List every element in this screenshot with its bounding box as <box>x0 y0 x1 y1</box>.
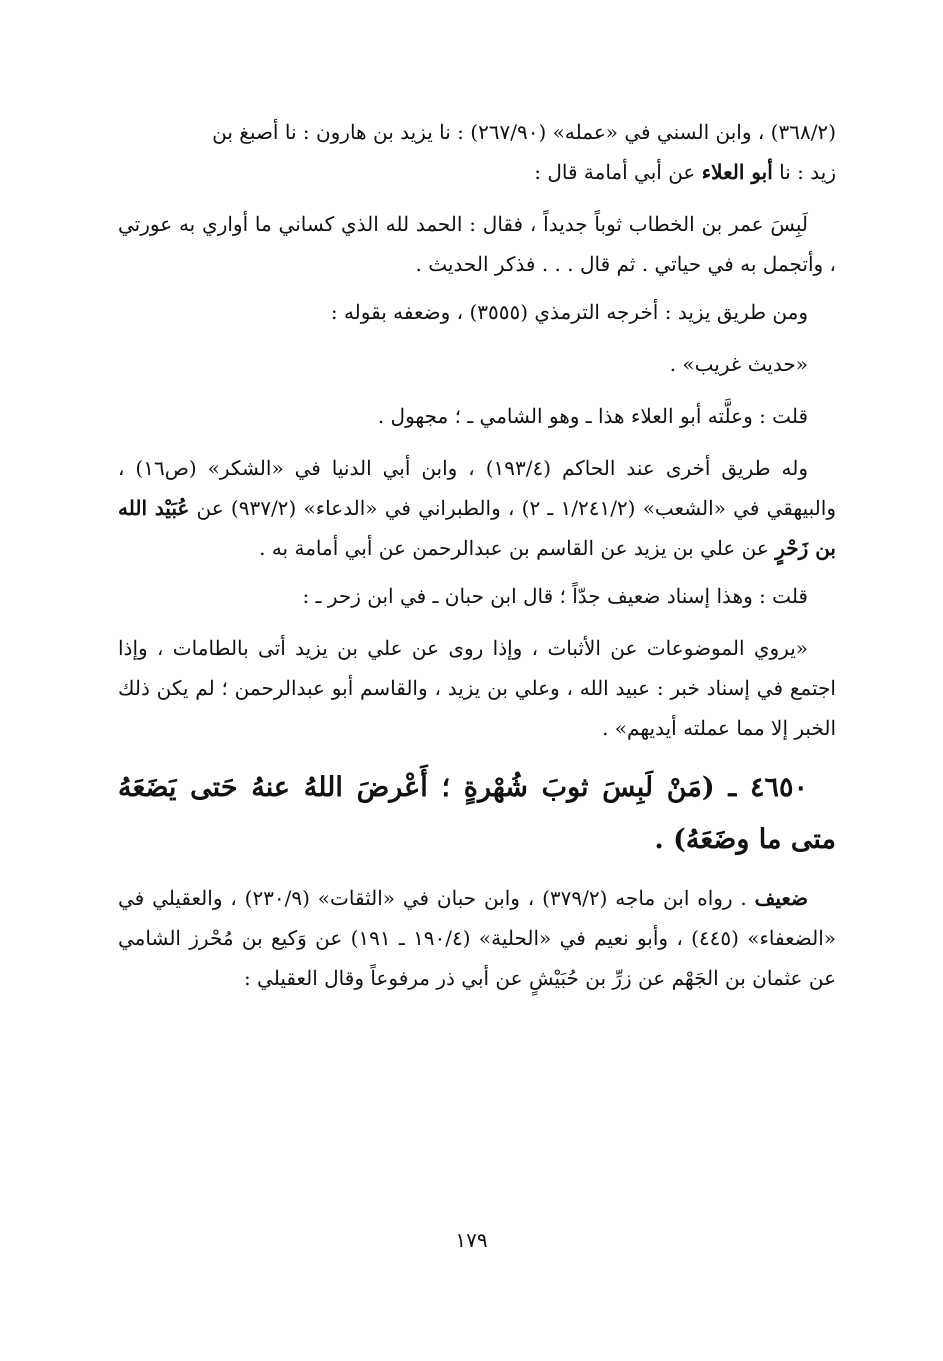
paragraph-1 <box>118 112 836 192</box>
paragraph-1-line-2-suffix: عن أبي أمامة قال : <box>534 160 702 184</box>
paragraph-5: قلت : وعلَّته أبو العلاء هذا ـ وهو الشامي ـ ؛ مجهول . <box>377 404 808 428</box>
paragraph-6-main: وله طريق أخرى عند الحاكم (١٩٣/٤) ، وابن أبي الدنيا في «الشكر» (ص١٦) ، والبيهقي في «الشعب» (١/٢٤١/٢ ـ ٢) ، والطبراني في «الدعاء» (٩٣٧/٢) عن <box>118 456 836 520</box>
page-number: ١٧٩ <box>455 1228 488 1252</box>
paragraph-6-end: عن علي بن يزيد عن القاسم بن عبدالرحمن عن أبي أمامة به . <box>259 536 776 560</box>
paragraph-1-line-1: (٣٦٨/٢) ، وابن السني في «عمله» (٢٦٧/٩٠) : نا يزيد بن هارون : نا أصبغ بن <box>212 120 836 144</box>
paragraph-2-quote: لَبِسَ عمر بن الخطاب ثوباً جديداً ، فقال : الحمد لله الذي كساني ما أواري به عورتي ، وأتجمل به في حياتي . ثم قال . . . فذكر الحديث . <box>118 212 836 276</box>
paragraph-6 <box>118 448 836 568</box>
hadith-heading: ٤٦٥٠ ـ (مَنْ لَبِسَ ثوبَ شُهْرةٍ ؛ أَعْرضَ اللهُ عنهُ حَتى يَضَعَهُ متى ما وضَعَهُ) . <box>118 772 836 855</box>
paragraph-7: قلت : وهذا إسناد ضعيف جدّاً ؛ قال ابن حبان ـ في ابن زحر ـ : <box>302 584 808 608</box>
paragraph-9 <box>118 878 836 998</box>
paragraph-1-line-2-prefix: زيد : نا <box>772 160 836 184</box>
page-body <box>118 112 836 998</box>
paragraph-8-quote: «يروي الموضوعات عن الأثبات ، وإذا روى عن علي بن يزيد أتى بالطامات ، وإذا اجتمع في إسناد خبر : عبيد الله ، وعلي بن يزيد ، والقاسم أبو عبدالرحمن ؛ لم يكن ذلك الخبر إلا مما عملته أيديهم» . <box>118 636 836 740</box>
paragraph-9-main: . رواه ابن ماجه (٣٧٩/٢) ، وابن حبان في «الثقات» (٢٣٠/٩) ، والعقيلي في «الضعفاء» (٤٤٥) ، وأبو نعيم في «الحلية» (١٩٠/٤ ـ ١٩١) عن وَكيع بن مُحْرز الشامي عن عثمان بن الجَهْم عن زرِّ بن حُبَيْشٍ عن أبي ذر مرفوعاً وقال العقيلي : <box>118 886 836 990</box>
paragraph-4: «حديث غريب» . <box>669 352 808 376</box>
paragraph-3: ومن طريق يزيد : أخرجه الترمذي (٣٥٥٥) ، وضعفه بقوله : <box>330 300 808 324</box>
grading-label: ضعيف <box>754 886 808 910</box>
narrator-name-2: عُبَيْد الله بن زَحْرٍ <box>118 496 836 560</box>
narrator-name: أبو العلاء <box>701 160 773 184</box>
